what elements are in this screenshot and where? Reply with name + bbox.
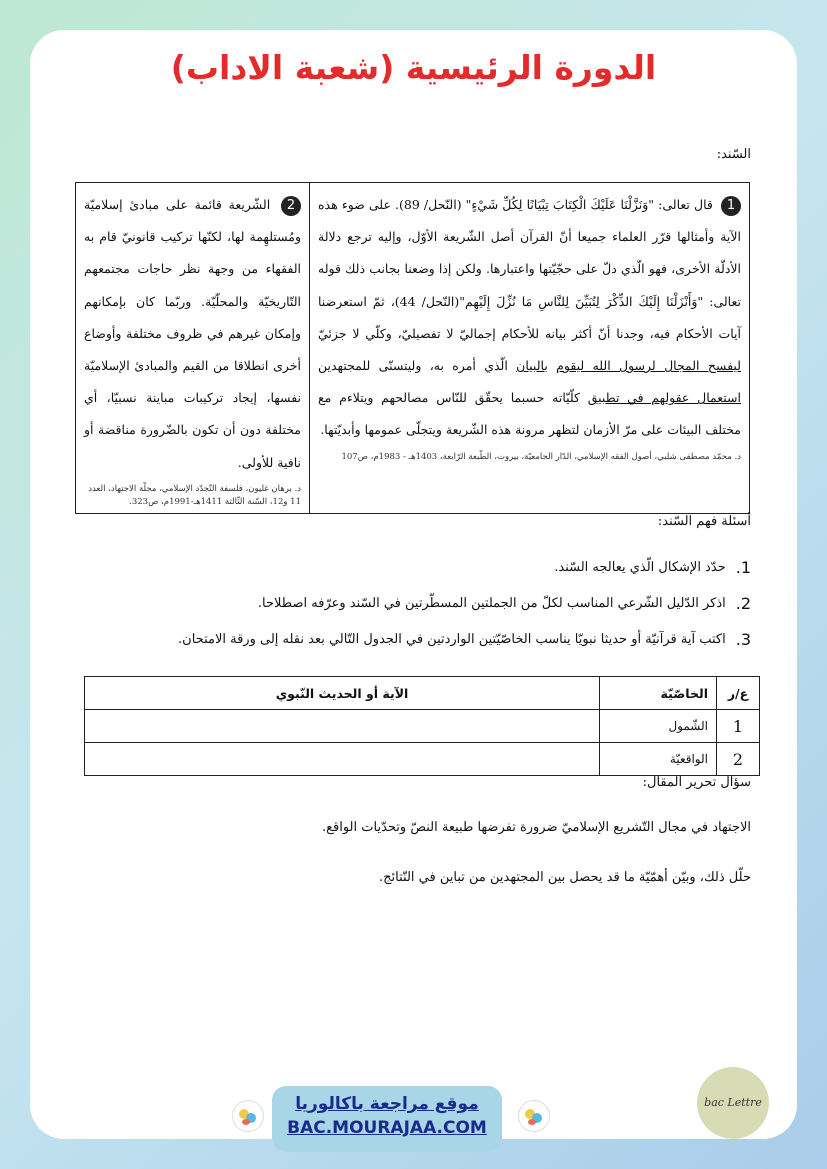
footer-site-arabic[interactable]: موقع مراجعة باكالوريا (295, 1094, 479, 1114)
page-title: الدورة الرئيسية (شعبة الاداب) (170, 48, 657, 87)
row-property: الشّمول (600, 710, 717, 743)
row-number: 2 (717, 743, 760, 776)
text-1-line: لتظهر مرونة هذه الشّريعة ويتجلّى عمومها وأبديّتها. (320, 422, 580, 438)
header-evidence: الآية أو الحديث النّبوي (85, 677, 600, 710)
row-property: الواقعيّة (600, 743, 717, 776)
text-2-line: الشّريعة قائمة على مبادئ إسلاميّة (84, 197, 271, 212)
table-row (85, 743, 760, 776)
site-logo-icon (232, 1100, 264, 1132)
text-2-reference: د. برهان غليون، فلسفة التّجدّد الإسلامي، مجلّة الاجتهاد، العدد 11 و12، السّنة الثّالثة 1411هـ-1991م، ص323. (88, 483, 301, 507)
text-1-line: ضوء هذه الآية وأمثالها قرّر العلماء جميعا أنّ القرآن أصل الشّريعة الأوّل، وإليه (318, 197, 742, 245)
text-1-reference: د. محمّد مصطفى شلبي، أصول الفقه الإسلامي، الدّار الجامعيّة، بيروت، الطّبعة الرّابعة، 1403هـ - 1983م، ص107 (341, 451, 741, 462)
text-1-line: وضعنا بجانب ذلك قوله تعالى: "وَأَنْزَلْنَا إِلَيْكَ الذِّكْرَ لِتُبَيِّنَ لِلنَّاسِ مَا نُزِّلَ (318, 261, 741, 309)
text-2-line: وأوضاع أخرى انطلاقا من القيم والمبادئ (84, 325, 301, 374)
bac-lettre-logo: bac Lettre (697, 1067, 769, 1139)
text-2-number: 2 (281, 196, 301, 216)
support-texts-table (75, 182, 750, 514)
question-number: 3. (735, 630, 751, 649)
footer-banner[interactable] (272, 1086, 502, 1152)
row-evidence (85, 710, 600, 743)
evidence-table (84, 676, 760, 776)
underlined-sentence-2: استعمال عقولهم في تطبيق (587, 390, 741, 406)
table-header-row (85, 677, 760, 710)
text-1-line: الّذي أمره به، وليتسنّى للمجتهدين (318, 358, 517, 374)
question-text: حدّد الإشكال الّذي يعالجه السّند. (554, 560, 726, 575)
row-number: 1 (717, 710, 760, 743)
underlined-sentence-1-end: بالبيان (516, 358, 548, 374)
text-2-line: مجتمعهم التّاريخيّة والمحلّيّة. وربّما كان (84, 261, 301, 309)
text-2-line: بإمكانهم وإمكان غيرهم في ظروف مختلفة (84, 293, 301, 341)
text-1-line: حسبما يحقّق للنّاس مصالحهم ويتلاءم مع مختلف البيئات على مرّ الأزمان (318, 390, 741, 438)
text-2-line: الإسلاميّة نفسها، إيجاد تركيبات مباينة (84, 358, 301, 406)
essay-instruction: حلّل ذلك، وبيّن أهمّيّة ما قد يحصل بين المجتهدين من تباين في النّتائج. (379, 870, 751, 885)
header-property: الخاصّيّة (600, 677, 717, 710)
essay-statement: الاجتهاد في مجال التّشريع الإسلاميّ ضرورة تفرضها طبيعة النصّ وتحدّيات الواقع. (321, 820, 751, 835)
question-number: 2. (735, 594, 751, 613)
text-1-line: ترجع دلالة الأدلّة الأخرى، فهو الّذي دلّ على حجّيّتها واعتبارها. ولكن إذا (318, 229, 741, 277)
underlined-sentence-1: ليفسح المجال لرسول الله ليقوم (556, 358, 741, 374)
text-1-line: قال تعالى: "وَنَزَّلْنَا عَلَيْكَ الْكِتَابَ تِبْيَانًا لِكُلِّ شَيْءٍ" (النّحل/ 89). على (368, 197, 713, 212)
text-2-line: مناقضة أو نافية للأولى. (84, 422, 301, 470)
text-1-number: 1 (721, 196, 741, 216)
support-label: السّند: (716, 147, 751, 162)
text-2-cell (76, 183, 309, 513)
question-number: 1. (735, 558, 751, 577)
text-1-line: إِلَيْهِم"(النّحل/ 44)، ثمّ استعرضنا آيات الأحكام فيه، وجدنا أنّ أكثر بيانه (318, 293, 741, 341)
text-1-body (318, 189, 741, 447)
text-2-line: نسبيّا، أي مختلفة دون أن تكون بالضّرورة (84, 390, 301, 438)
text-1-line: كلّيّاته (552, 390, 588, 406)
question-item (178, 630, 751, 649)
header-number: ع/ر (717, 677, 760, 710)
essay-label: سؤال تحرير المقال: (642, 775, 751, 790)
table-row (85, 710, 760, 743)
text-2-body (84, 189, 301, 479)
question-text: اذكر الدّليل الشّرعي المناسب لكلّ من الجملتين المسطّرتين في السّند وعرّفه اصطلاحا. (257, 596, 726, 611)
row-evidence (85, 743, 600, 776)
questions-label: أسئلة فهم السّند: (657, 514, 751, 529)
footer-site-url[interactable]: BAC.MOURAJAA.COM (287, 1118, 487, 1138)
site-logo-icon (518, 1100, 550, 1132)
text-1-line: للأحكام إجماليّ لا تفصيليّ، وكلّي لا جزئيّ (318, 325, 540, 341)
text-2-line: ومُستلهِمة لها، لكنّها تركيب قانونيّ قام (99, 229, 301, 245)
question-text: اكتب آية قرآنيّة أو حديثا نبويّا يناسب الخاصّيّتين الواردتين في الجدول التّالي بعد نقله إلى ورقة الامتحان. (178, 632, 726, 647)
question-item (554, 558, 751, 577)
text-2-line: به الفقهاء من وجهة نظر حاجات (84, 229, 301, 277)
question-item (258, 594, 751, 613)
text-1-cell (309, 183, 749, 513)
